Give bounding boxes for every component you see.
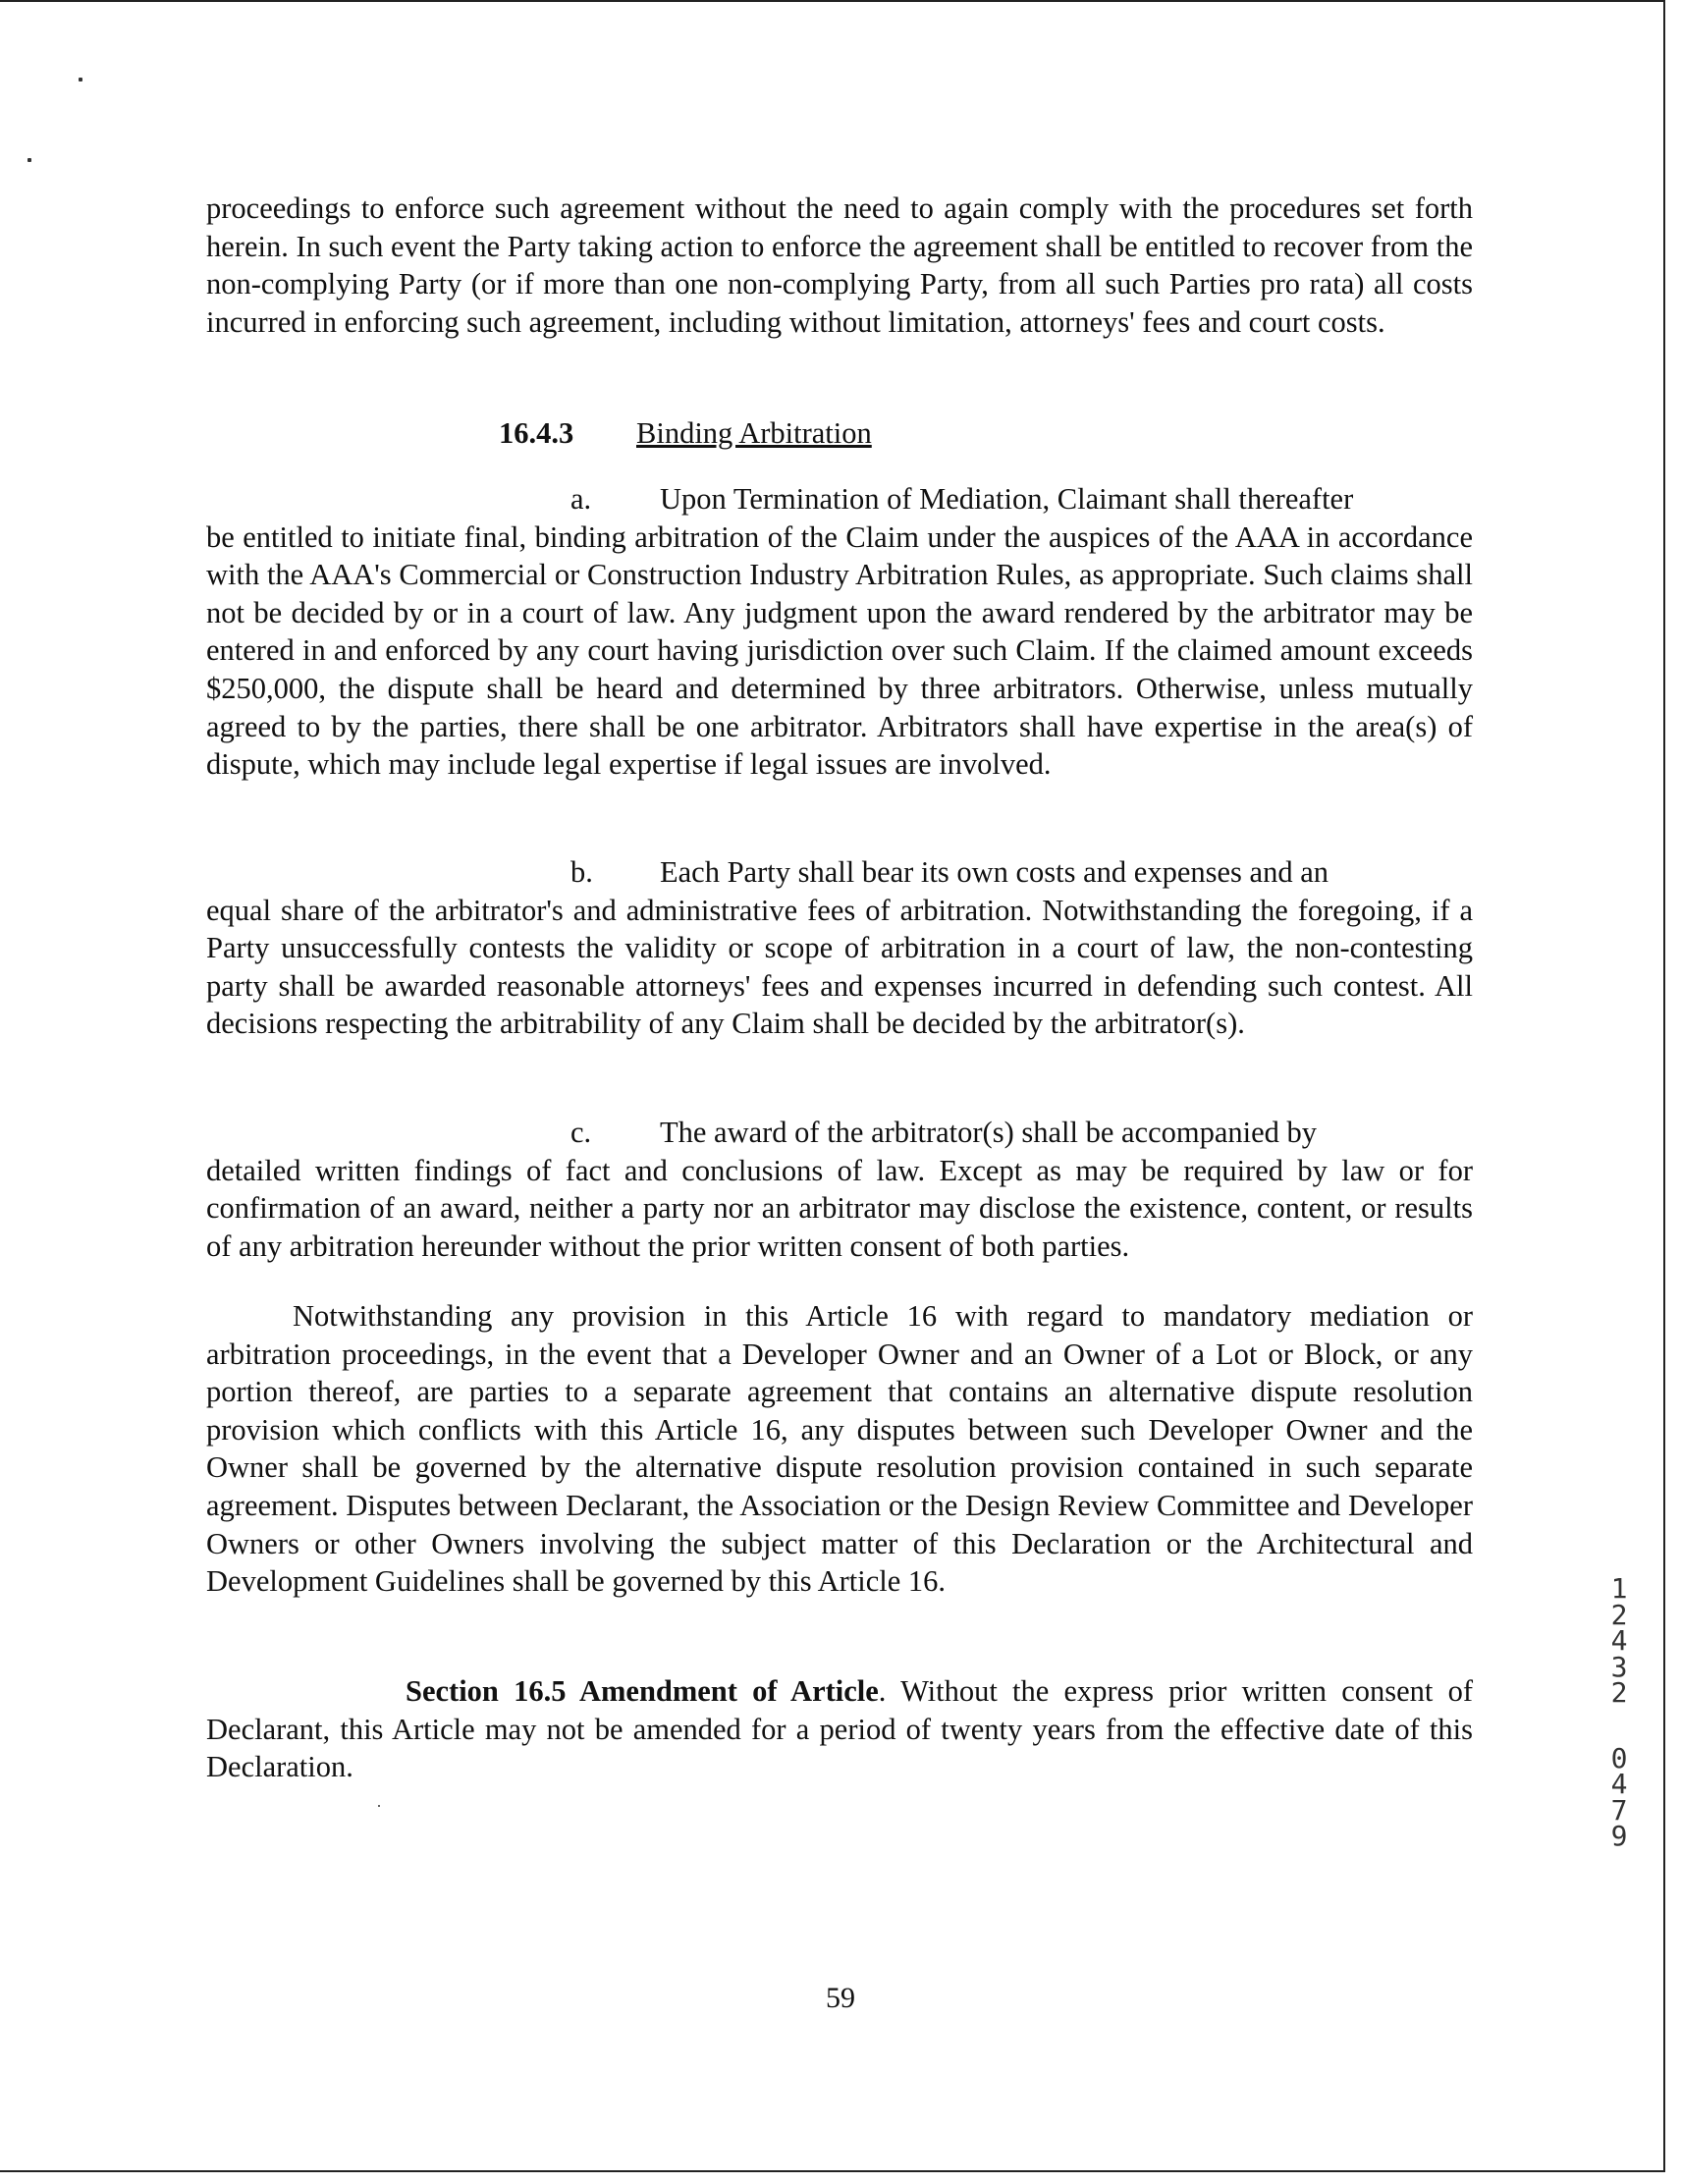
section-heading bbox=[499, 414, 872, 452]
item-a-body: be entitled to initiate final, binding arbitration of the Claim under the auspices of the AAA in accordance with the AAA's Commercial or Construction Industry Arbitration Rules, as appropriate. Such claims shall not be decided by or in a court of law. Any judgment upon the award rendered by the arbitrator may be entered in and enforced by any court having jurisdiction over such Claim. If the claimed amount exceeds $250,000, the dispute shall be heard and determined by three arbitrators. Otherwise, unless mutually agreed to by the parties, there shall be one arbitrator. Arbitrators shall have expertise in the area(s) of dispute, which may include legal expertise if legal issues are involved. bbox=[206, 519, 1473, 782]
page-number: 59 bbox=[826, 1982, 855, 2014]
intro-text: proceedings to enforce such agreement without the need to again comply with the procedures set forth herein. In such event the Party taking action to enforce the agreement shall be entitled to recover from the non-complying Party (or if more than one non-complying Party, from all such Parties pro rata) all costs incurred in enforcing such agreement, including without limitation, attorneys' fees and court costs. bbox=[206, 191, 1473, 339]
section-16-5-text: . Without the express prior written consent of Declarant, this Article may not be amended for a period of twenty years from the effective date of this Declaration. bbox=[206, 1674, 1473, 1784]
stamp-digit: 7 bbox=[1610, 1793, 1628, 1827]
item-c-lead-line bbox=[206, 1114, 1473, 1152]
item-b-letter: b. bbox=[570, 855, 593, 889]
heading-number: 16.4.3 bbox=[499, 416, 574, 450]
stamp-digit: 2 bbox=[1610, 1676, 1628, 1709]
item-c bbox=[206, 1114, 1473, 1265]
stamp-top-number bbox=[1602, 1572, 1636, 1709]
scan-speck bbox=[79, 78, 82, 82]
scan-border-bottom bbox=[0, 2170, 1665, 2172]
item-c-letter: c. bbox=[570, 1116, 592, 1149]
intro-paragraph bbox=[206, 190, 1473, 341]
stamp-digit: 9 bbox=[1610, 1820, 1628, 1852]
item-b-body: equal share of the arbitrator's and administrative fees of arbitration. Notwithstanding the foregoing, if a Party unsuccessfully contests the validity or scope of arbitration in a court of law, the non-contesting party shall be awarded reasonable attorneys' fees and expenses incurred in defending such contest. All decisions respecting the arbitrability of any Claim shall be decided by the arbitrator(s). bbox=[206, 893, 1473, 1041]
scan-border-top bbox=[0, 0, 1664, 2]
notwithstanding-text: Notwithstanding any provision in this Article 16 with regard to mandatory mediation or arbitration proceedings, in the event that a Developer Owner and an Owner of a Lot or Block, or any portion thereof, are parties to a separate agreement that contains an alternative dispute resolution provision which conflicts with this Article 16, any disputes between such Developer Owner and the Owner shall be governed by the alternative dispute resolution provision contained in such separate agreement. Disputes between Declarant, the Association or the Design Review Committee and Developer Owners or other Owners involving the subject matter of this Declaration or the Architectural and Development Guidelines shall be governed by this Article 16. bbox=[206, 1299, 1473, 1599]
scan-speck bbox=[27, 158, 31, 162]
section-16-5-label: Section 16.5 Amendment of Article bbox=[406, 1674, 879, 1708]
scan-border-right bbox=[1663, 0, 1665, 2172]
heading-title: Binding Arbitration bbox=[636, 416, 872, 450]
stamp-digit: 4 bbox=[1610, 1768, 1628, 1800]
item-c-lead: The award of the arbitrator(s) shall be accompanied by bbox=[660, 1116, 1318, 1149]
item-a-letter: a. bbox=[570, 482, 592, 516]
scan-speck bbox=[378, 1805, 380, 1807]
recording-stamp bbox=[1602, 1572, 1636, 1852]
notwithstanding-paragraph bbox=[206, 1297, 1473, 1601]
stamp-digit: 0 bbox=[1610, 1741, 1628, 1774]
stamp-digit: 1 bbox=[1610, 1572, 1628, 1605]
item-c-body: detailed written findings of fact and conclusions of law. Except as may be required by law or for confirmation of an award, neither a party nor an arbitrator may disclose the existence, content, or results of any arbitration hereunder without the prior written consent of both parties. bbox=[206, 1153, 1473, 1263]
item-b bbox=[206, 853, 1473, 1043]
section-16-5 bbox=[206, 1672, 1473, 1786]
stamp-digit: 4 bbox=[1610, 1624, 1628, 1657]
stamp-digit: 2 bbox=[1610, 1598, 1628, 1631]
stamp-digit: 3 bbox=[1610, 1650, 1628, 1683]
item-b-lead: Each Party shall bear its own costs and expenses and an bbox=[660, 855, 1329, 889]
item-a-lead: Upon Termination of Mediation, Claimant shall thereafter bbox=[660, 482, 1354, 516]
item-a-lead-line bbox=[206, 480, 1473, 519]
item-a bbox=[206, 480, 1473, 784]
item-b-lead-line bbox=[206, 853, 1473, 892]
stamp-bottom-number bbox=[1602, 1741, 1636, 1852]
section-16-5-paragraph bbox=[206, 1672, 1473, 1786]
